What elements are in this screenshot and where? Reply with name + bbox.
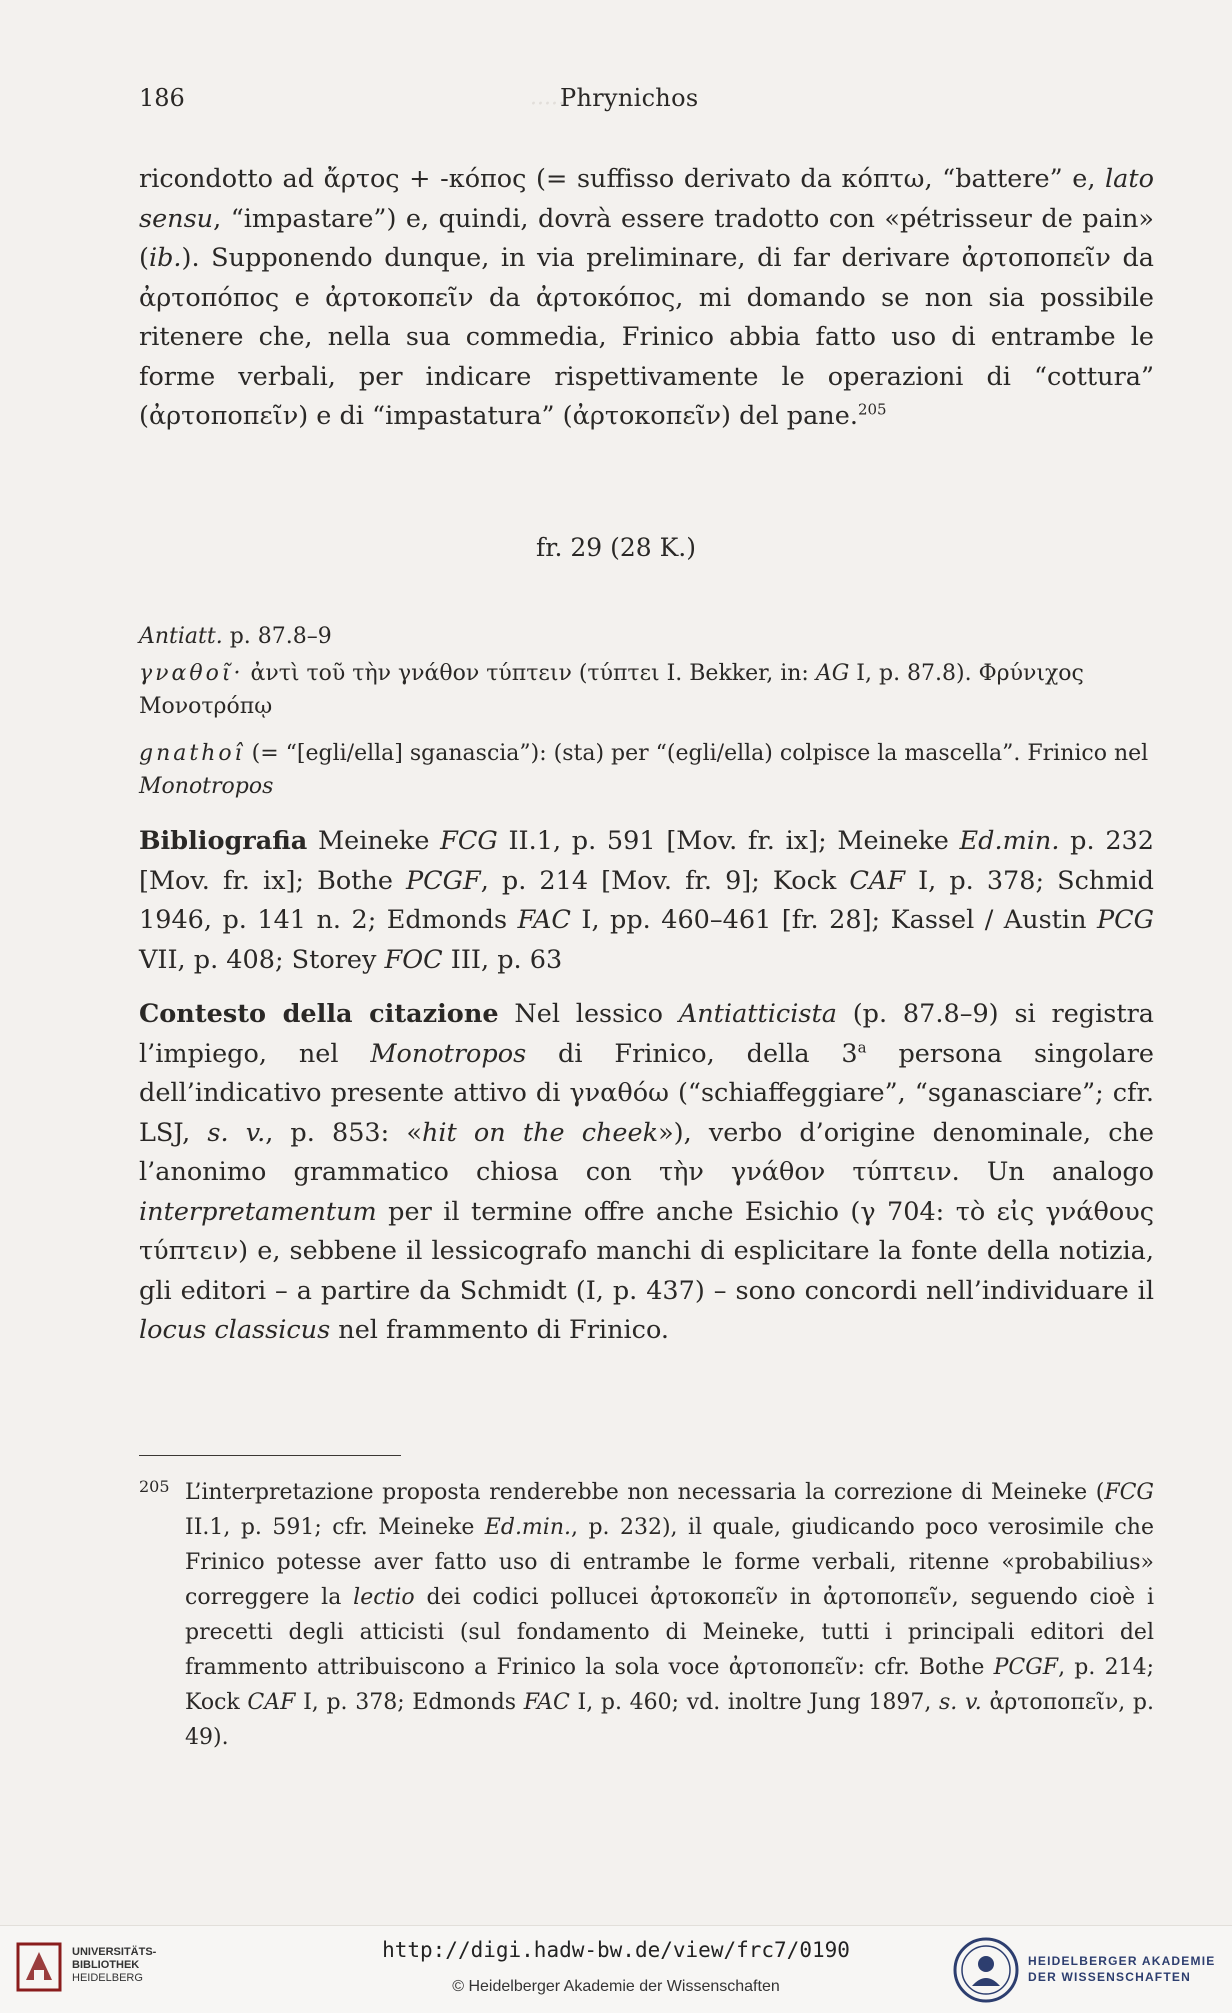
bibliografia-label: Bibliografia (139, 826, 308, 856)
fragment-heading: fr. 29 (28 K.) (536, 533, 696, 562)
footnote-ref[interactable]: 205 (857, 400, 887, 419)
running-head: Phrynichos (560, 84, 699, 112)
footnote-divider (139, 1455, 401, 1456)
university-library-name: UNIVERSITÄTS- BIBLIOTHEK HEIDELBERG (72, 1946, 157, 1984)
viewer-footer (0, 1925, 1232, 2013)
paragraph-1: ricondotto ad ἄρτος + -κόπος (= suffisso derivato da κόπτω, “battere” e, lato sensu, “impastare”) e, quindi, dovrà essere tradotto con «pétrisseur de pain» (ib.). Supponendo dunque, in via preliminare, di far derivare ἀρτοποπεῖν da ἀρτοπόπος e ἀρτοκοπεῖν da ἀρτοκόπος, mi domando se non sia possibile ritenere che, nella sua commedia, Frinico abbia fatto uso di entrambe le forme verbali, per indicare rispettivamente le operazioni di “cottura” (ἀρτοποπεῖν) e di “impastatura” (ἀρτοκοπεῖν) del pane.$^{205}$ (139, 164, 1154, 431)
bibliografia-section: Bibliografia Meineke FCG II.1, p. 591 [Mov. fr. ix]; Meineke Ed.min. p. 232 [Mov. fr. ix]; Bothe PCGF, p. 214 [Mov. fr. 9]; Kock CAF I, p. 378; Schmid 1946, p. 141 n. 2; Edmonds FAC I, pp. 460–461 [fr. 28]; Kassel / Austin PCG VII, p. 408; Storey FOC III, p. 63 (139, 826, 1155, 975)
lemma-greek: γναθοῖ· ἀντὶ τοῦ τὴν γνάθον τύπτειν (τύπτει I. Bekker, in: AG I, p. 87.8). Φρύνιχος Μονοτρόπῳ (139, 661, 1084, 719)
academy-name: HEIDELBERGER AKADEMIE DER WISSENSCHAFTEN (1028, 1954, 1216, 1984)
permalink-url[interactable]: http://digi.hadw-bw.de/view/frc7/0190 (382, 1938, 850, 1962)
footnote-205: 205 L’interpretazione proposta renderebbe non necessaria la correzione di Meineke (FCG II.1, p. 591; cfr. Meineke Ed.min., p. 232), il quale, giudicando poco verosimile che Frinico potesse aver fatto uso di entrambe le forme verbali, ritenne «probabilius» correggere la lectio dei codici pollucei ἀρτοκοπεῖν in ἀρτοποπεῖν, seguendo cioè i precetti degli atticisti (sul fondamento di Meineke, tutti i principali editori del frammento attribuiscono a Frinico la sola voce ἀρτοποπεῖν: cfr. Bothe PCGF, p. 214; Kock CAF I, p. 378; Edmonds FAC I, p. 460; vd. inoltre Jung 1897, s. v. ἀρτοποπεῖν, p. 49). (139, 1475, 1154, 1755)
academy-seal-icon[interactable] (952, 1936, 1020, 2004)
footnote-number: 205 (139, 1477, 170, 1496)
lemma-source: Antiatt. p. 87.8–9 (139, 624, 332, 649)
lemma-block (139, 620, 1154, 807)
page-number: 186 (139, 84, 185, 112)
copyright-notice: © Heidelberger Akademie der Wissenschaften (452, 1978, 780, 1995)
contesto-section: Contesto della citazione Nel lessico Antiatticista (p. 87.8–9) si registra l’impiego, nel Monotropos di Frinico, della 3$^a$ persona singolare dell’indicativo presente attivo di γναθόω (“schiaffeggiare”, “sganasciare”; cfr. LSJ, s. v., p. 853: «hit on the cheek»), verbo d’origine denominale, che l’anonimo grammatico chiosa con τὴν γνάθον τύπτειν. Un analogo interpretamentum per il termine offre anche Esichio (γ 704: τὸ εἰς γνάθους τύπτειν) e, sebbene il lessicografo manchi di esplicitare la fonte della notizia, gli editori – a partire da Schmidt (I, p. 437) – sono concordi nell’individuare il locus classicus nel frammento di Frinico. (139, 999, 1155, 1345)
lemma-translation: gnathoî (= “[egli/ella] sganascia”): (sta) per “(egli/ella) colpisce la mascella”. Frinico nel Monotropos (139, 741, 1149, 799)
bleed-through-text: ····· (530, 92, 565, 117)
contesto-label: Contesto della citazione (139, 999, 499, 1029)
